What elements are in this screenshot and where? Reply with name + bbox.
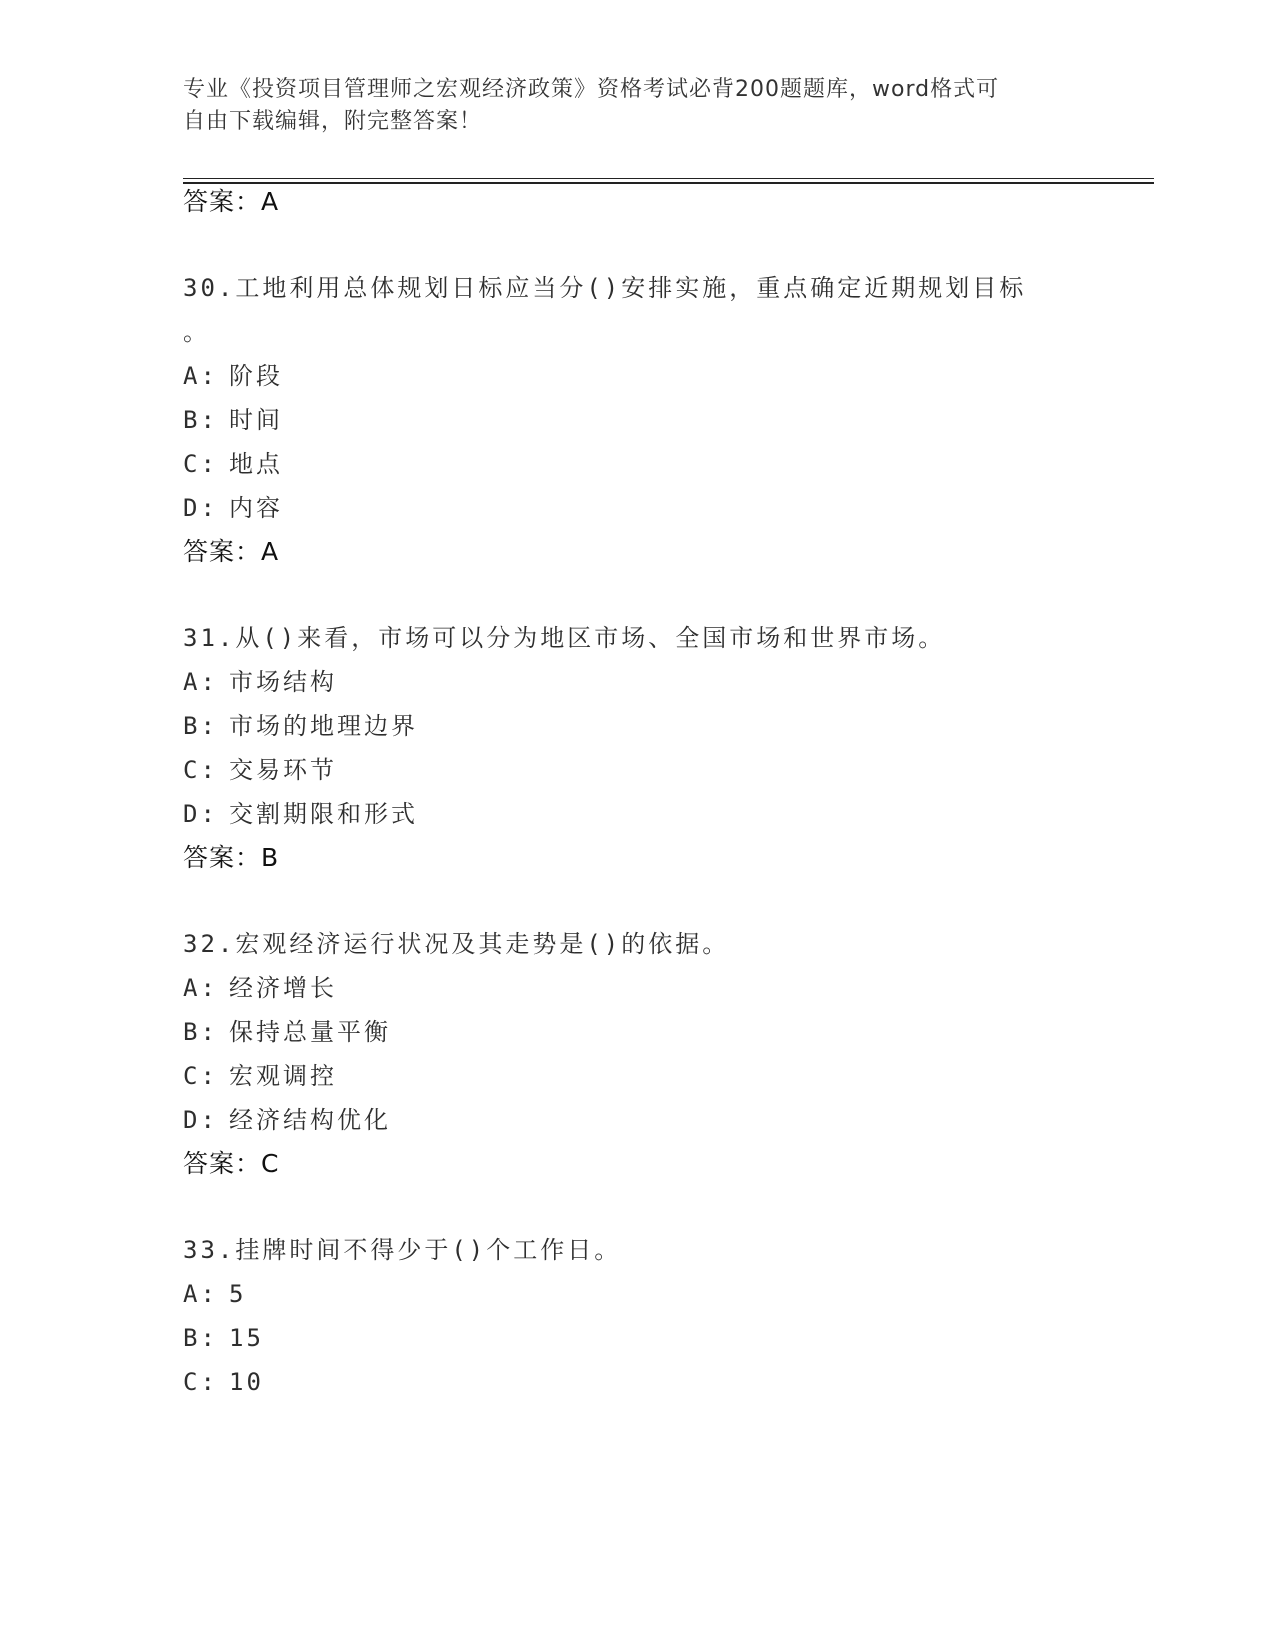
option-text: 内容 bbox=[229, 494, 283, 522]
question-32-answer: 答案：C bbox=[183, 1149, 280, 1178]
question-30-answer: 答案：A bbox=[183, 537, 280, 566]
option-letter: A: bbox=[183, 1280, 218, 1308]
question-33-option-a bbox=[183, 1278, 246, 1310]
question-31-option-d bbox=[183, 798, 418, 830]
header-title-line-2: 自由下载编辑，附完整答案！ bbox=[183, 109, 483, 134]
document-header bbox=[183, 74, 1063, 138]
option-text: 阶段 bbox=[229, 362, 283, 390]
question-31-answer: 答案：B bbox=[183, 843, 280, 872]
option-text: 交易环节 bbox=[229, 756, 337, 784]
header-title-line-1: 专业《投资项目管理师之宏观经济政策》资格考试必背200题题库，word格式可 bbox=[183, 77, 1000, 102]
question-32-stem: 32.宏观经济运行状况及其走势是()的依据。 bbox=[183, 930, 730, 958]
question-30-option-a bbox=[183, 360, 283, 392]
option-letter: A: bbox=[183, 668, 218, 696]
option-text: 时间 bbox=[229, 406, 283, 434]
option-text: 经济增长 bbox=[229, 974, 337, 1002]
question-31-option-c bbox=[183, 754, 337, 786]
question-32-option-c bbox=[183, 1060, 337, 1092]
question-30-option-d bbox=[183, 492, 283, 524]
option-text: 市场的地理边界 bbox=[229, 712, 418, 740]
header-divider-thick bbox=[183, 182, 1154, 184]
question-32-option-a bbox=[183, 972, 337, 1004]
option-letter: C: bbox=[183, 756, 218, 784]
header-divider-thin bbox=[183, 178, 1154, 179]
option-text: 10 bbox=[229, 1368, 264, 1396]
option-letter: D: bbox=[183, 494, 218, 522]
option-letter: C: bbox=[183, 450, 218, 478]
question-30-stem-continued: 。 bbox=[183, 318, 210, 346]
question-30-stem: 30.工地利用总体规划日标应当分()安排实施，重点确定近期规划目标 bbox=[183, 274, 1027, 302]
option-letter: B: bbox=[183, 1324, 218, 1352]
option-letter: A: bbox=[183, 974, 218, 1002]
question-31-option-b bbox=[183, 710, 418, 742]
option-text: 经济结构优化 bbox=[229, 1106, 391, 1134]
option-text: 宏观调控 bbox=[229, 1062, 337, 1090]
option-letter: B: bbox=[183, 712, 218, 740]
question-32-option-b bbox=[183, 1016, 391, 1048]
option-letter: B: bbox=[183, 1018, 218, 1046]
option-letter: D: bbox=[183, 800, 218, 828]
option-text: 15 bbox=[229, 1324, 264, 1352]
question-30-option-b bbox=[183, 404, 283, 436]
option-letter: C: bbox=[183, 1062, 218, 1090]
option-letter: C: bbox=[183, 1368, 218, 1396]
option-text: 市场结构 bbox=[229, 668, 337, 696]
option-letter: D: bbox=[183, 1106, 218, 1134]
option-text: 保持总量平衡 bbox=[229, 1018, 391, 1046]
option-letter: A: bbox=[183, 362, 218, 390]
question-33-stem: 33.挂牌时间不得少于()个工作日。 bbox=[183, 1236, 622, 1264]
option-letter: B: bbox=[183, 406, 218, 434]
question-33-option-b bbox=[183, 1322, 264, 1354]
option-text: 地点 bbox=[229, 450, 283, 478]
question-31-stem: 31.从()来看，市场可以分为地区市场、全国市场和世界市场。 bbox=[183, 624, 946, 652]
question-31-option-a bbox=[183, 666, 337, 698]
answer-label: 答案：A bbox=[183, 187, 280, 216]
option-text: 5 bbox=[229, 1280, 247, 1308]
question-32-option-d bbox=[183, 1104, 391, 1136]
option-text: 交割期限和形式 bbox=[229, 800, 418, 828]
question-33-option-c bbox=[183, 1366, 264, 1398]
question-30-option-c bbox=[183, 448, 283, 480]
